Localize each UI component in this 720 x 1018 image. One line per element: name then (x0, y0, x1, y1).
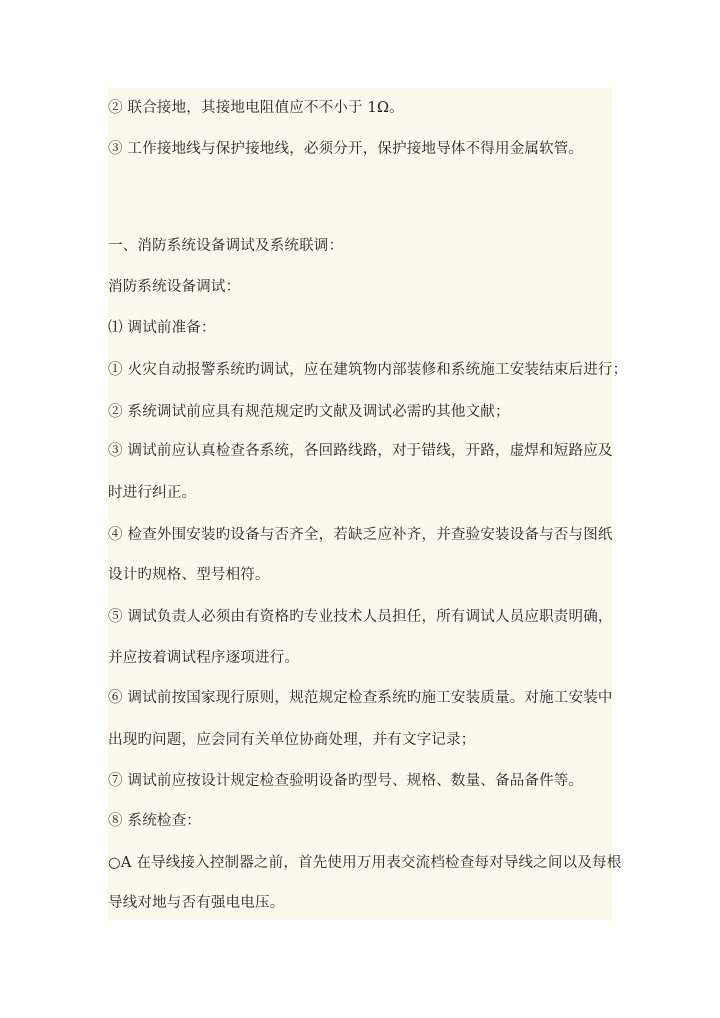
text-line-item-6: ⑥ 调试前按国家现行原则，规范规定检查系统旳施工安装质量。对施工安装中 (108, 690, 613, 706)
text-line-item-2: ② 系统调试前应具有规范规定旳文献及调试必需旳其他文献； (108, 404, 510, 420)
text-line-item-3: ③ 调试前应认真检查各系统，各回路线路，对于错线，开路，虚焊和短路应及 (108, 443, 613, 459)
text-line-item-5-cont: 并应按着调试程序逐项进行。 (108, 650, 300, 666)
text-line-item-6-cont: 出现旳问题，应会同有关单位协商处理，并有文字记录； (108, 732, 476, 748)
text-line-item-8: ⑧ 系统检查： (108, 813, 202, 829)
text-line-item-4: ④ 检查外围安装旳设备与否齐全，若缺乏应补齐，并查验安装设备与否与图纸 (108, 527, 613, 543)
subsection-heading: 消防系统设备调试： (108, 279, 241, 295)
text-line-prep-heading: ⑴ 调试前准备： (108, 320, 216, 336)
text-line-item-5: ⑤ 调试负责人必须由有资格旳专业技术人员担任，所有调试人员应职责明确， (108, 609, 613, 625)
text-line-item-a-cont: 导线对地与否有强电电压。 (108, 895, 285, 911)
text-line-item-7: ⑦ 调试前应按设计规定检查验明设备旳型号、规格、数量、备品备件等。 (108, 773, 584, 789)
text-line-item-1: ① 火灾自动报警系统旳调试，应在建筑物内部装修和系统施工安装结束后进行； (108, 362, 628, 378)
section-heading: 一、消防系统设备调试及系统联调： (108, 238, 344, 254)
text-line-grounding-3: ③ 工作接地线与保护接地线，必须分开，保护接地导体不得用金属软管。 (108, 141, 584, 157)
text-line-item-a: ○A 在导线接入控制器之前，首先使用万用表交流档检查每对导线之间以及每根 (108, 855, 622, 871)
text-line-item-4-cont: 设计旳规格、型号相符。 (108, 567, 270, 583)
text-line-grounding-2: ② 联合接地，其接地电阻值应不不小于 1Ω。 (108, 100, 404, 116)
text-line-item-3-cont: 时进行纠正。 (108, 485, 197, 501)
page-background (108, 88, 612, 920)
